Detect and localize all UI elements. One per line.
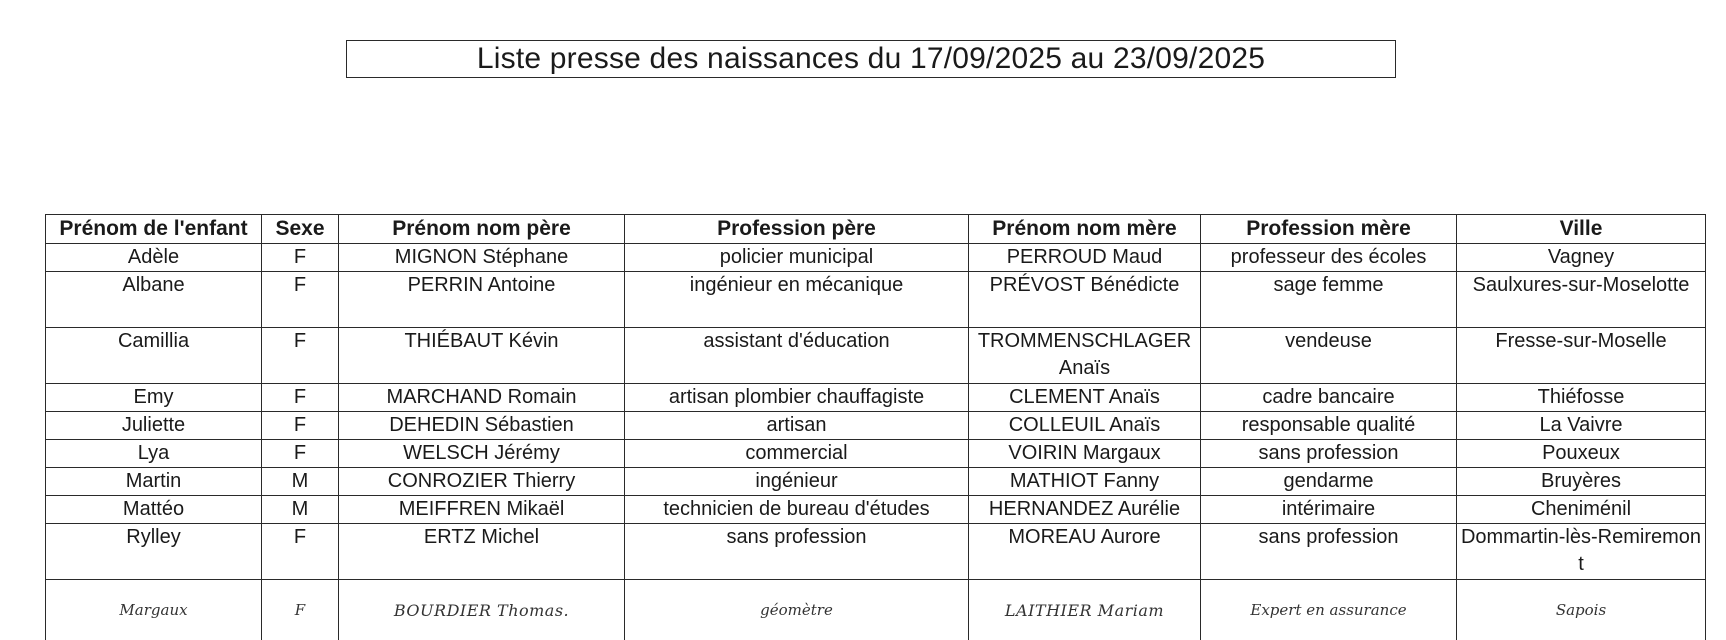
table-cell: PERRIN Antoine: [339, 272, 625, 328]
table-cell: commercial: [625, 440, 969, 468]
table-cell: sans profession: [1201, 440, 1457, 468]
table-cell: cadre bancaire: [1201, 384, 1457, 412]
table-cell: ERTZ Michel: [339, 524, 625, 580]
table-cell: Bruyères: [1457, 468, 1706, 496]
table-row: [46, 468, 1706, 496]
table-cell: Adèle: [46, 244, 262, 272]
table-cell: Albane: [46, 272, 262, 328]
table-cell: F: [262, 440, 339, 468]
table-cell: WELSCH Jérémy: [339, 440, 625, 468]
births-table: [45, 214, 1706, 640]
table-cell: intérimaire: [1201, 496, 1457, 524]
table-cell: technicien de bureau d'études: [625, 496, 969, 524]
table-cell: Pouxeux: [1457, 440, 1706, 468]
column-header: Profession mère: [1201, 215, 1457, 244]
table-cell: M: [262, 496, 339, 524]
page-title: Liste presse des naissances du 17/09/2025 au 23/09/2025: [346, 40, 1396, 78]
table-cell: DEHEDIN Sébastien: [339, 412, 625, 440]
column-header: Sexe: [262, 215, 339, 244]
table-row: [46, 328, 1706, 384]
table-cell: sage femme: [1201, 272, 1457, 328]
table-cell: F: [262, 384, 339, 412]
column-header: Prénom de l'enfant: [46, 215, 262, 244]
table-cell: sans profession: [1201, 524, 1457, 580]
handwritten-cell: F: [262, 580, 339, 640]
table-cell: Martin: [46, 468, 262, 496]
table-cell: vendeuse: [1201, 328, 1457, 384]
table-header-row: [46, 215, 1706, 244]
table-cell: Camillia: [46, 328, 262, 384]
table-row: [46, 412, 1706, 440]
table-cell: assistant d'éducation: [625, 328, 969, 384]
handwritten-row: [46, 580, 1706, 640]
column-header: Prénom nom père: [339, 215, 625, 244]
column-header: Ville: [1457, 215, 1706, 244]
table-cell: gendarme: [1201, 468, 1457, 496]
table-cell: artisan plombier chauffagiste: [625, 384, 969, 412]
table-cell: Fresse-sur-Moselle: [1457, 328, 1706, 384]
table-cell: ingénieur: [625, 468, 969, 496]
table-cell: Saulxures-sur-Moselotte: [1457, 272, 1706, 328]
handwritten-cell: Margaux: [46, 580, 262, 640]
table-cell: M: [262, 468, 339, 496]
table-cell: MIGNON Stéphane: [339, 244, 625, 272]
table-cell: F: [262, 524, 339, 580]
table-cell: La Vaivre: [1457, 412, 1706, 440]
table-cell: F: [262, 244, 339, 272]
handwritten-cell: BOURDIER Thomas.: [339, 580, 625, 640]
table-cell: THIÉBAUT Kévin: [339, 328, 625, 384]
handwritten-cell: géomètre: [625, 580, 969, 640]
table-cell: HERNANDEZ Aurélie: [969, 496, 1201, 524]
handwritten-cell: Expert en assurance: [1201, 580, 1457, 640]
table-cell: PERROUD Maud: [969, 244, 1201, 272]
table-row: [46, 384, 1706, 412]
table-cell: Emy: [46, 384, 262, 412]
table-cell: Dommartin-lès-Remiremont: [1457, 524, 1706, 580]
table-cell: TROMMENSCHLAGER Anaïs: [969, 328, 1201, 384]
table-cell: Mattéo: [46, 496, 262, 524]
table-cell: VOIRIN Margaux: [969, 440, 1201, 468]
table-cell: MARCHAND Romain: [339, 384, 625, 412]
table-row: [46, 272, 1706, 328]
table-cell: Lya: [46, 440, 262, 468]
handwritten-cell: LAITHIER Mariam: [969, 580, 1201, 640]
table-cell: ingénieur en mécanique: [625, 272, 969, 328]
column-header: Profession père: [625, 215, 969, 244]
table-cell: F: [262, 328, 339, 384]
table-row: [46, 524, 1706, 580]
table-cell: sans profession: [625, 524, 969, 580]
table-row: [46, 244, 1706, 272]
table-cell: professeur des écoles: [1201, 244, 1457, 272]
table-cell: artisan: [625, 412, 969, 440]
table-cell: PRÉVOST Bénédicte: [969, 272, 1201, 328]
table-cell: MATHIOT Fanny: [969, 468, 1201, 496]
table-cell: COLLEUIL Anaïs: [969, 412, 1201, 440]
table-row: [46, 440, 1706, 468]
table-cell: F: [262, 412, 339, 440]
table-row: [46, 496, 1706, 524]
column-header: Prénom nom mère: [969, 215, 1201, 244]
table-cell: F: [262, 272, 339, 328]
table-cell: CLEMENT Anaïs: [969, 384, 1201, 412]
table-cell: responsable qualité: [1201, 412, 1457, 440]
table-cell: Rylley: [46, 524, 262, 580]
table-cell: Cheniménil: [1457, 496, 1706, 524]
table-cell: Thiéfosse: [1457, 384, 1706, 412]
handwritten-cell: Sapois: [1457, 580, 1706, 640]
table-cell: Juliette: [46, 412, 262, 440]
table-cell: Vagney: [1457, 244, 1706, 272]
table-cell: policier municipal: [625, 244, 969, 272]
table-cell: MEIFFREN Mikaël: [339, 496, 625, 524]
table-cell: CONROZIER Thierry: [339, 468, 625, 496]
table-cell: MOREAU Aurore: [969, 524, 1201, 580]
